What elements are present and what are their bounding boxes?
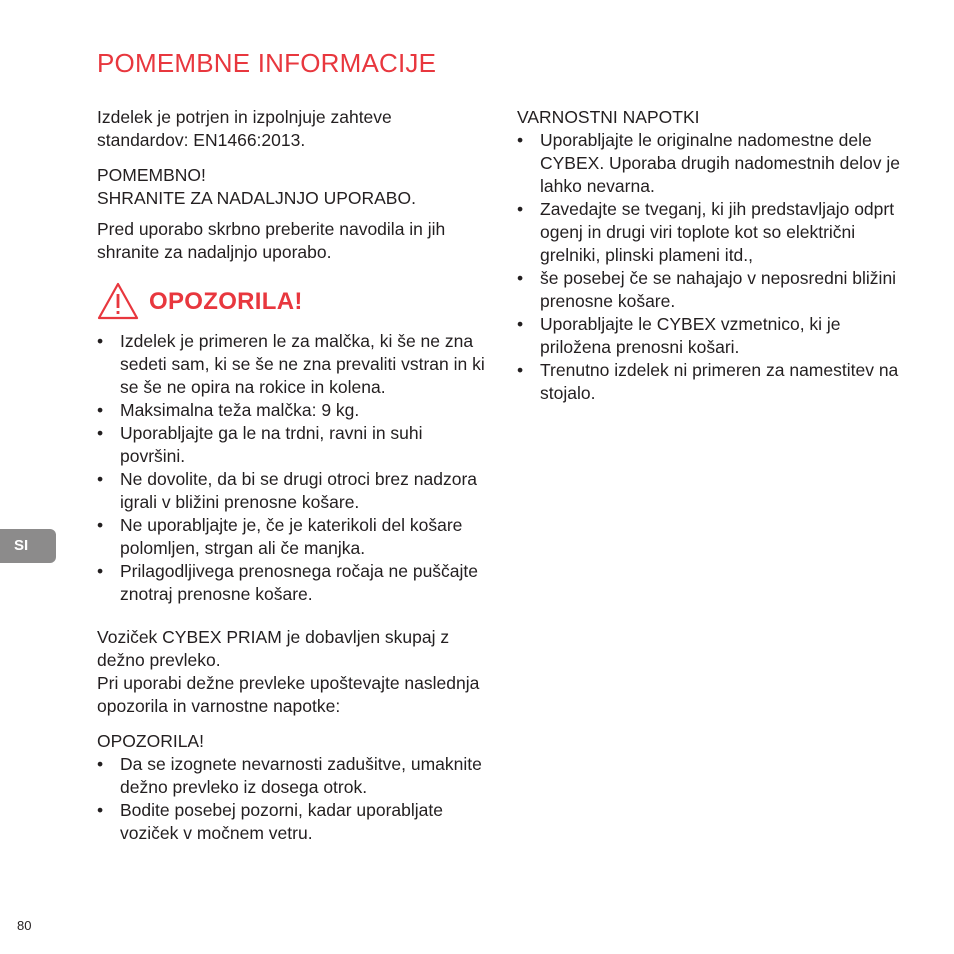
list-item: • še posebej če se nahajajo v neposredni bližini prenosne košare. [517, 267, 902, 313]
keep-for-future-label: SHRANITE ZA NADALJNJO UPORABO. [97, 188, 416, 208]
list-item: • Izdelek je primeren le za malčka, ki še ne zna sedeti sam, ki se še ne zna prevaliti vstran in ki se še ne opira na rokice in kolena. [97, 330, 487, 399]
safety-instructions-label: VARNOSTNI NAPOTKI [517, 107, 700, 127]
list-item: • Prilagodljivega prenosnega ročaja ne puščajte znotraj prenosne košare. [97, 560, 487, 606]
list-item: • Ne uporabljajte je, če je katerikoli del košare polomljen, strgan ali če manjka. [97, 514, 487, 560]
list-item: • Trenutno izdelek ni primeren za namestitev na stojalo. [517, 359, 902, 405]
left-column [97, 106, 487, 857]
rain-warning-list [97, 753, 487, 845]
important-label: POMEMBNO! [97, 165, 206, 185]
rain-cover-paragraph: Voziček CYBEX PRIAM je dobavljen skupaj z dežno prevleko. [97, 627, 450, 670]
list-item: • Uporabljajte ga le na trdni, ravni in suhi površini. [97, 422, 487, 468]
list-item: • Uporabljajte le CYBEX vzmetnico, ki je priložena prenosni košari. [517, 313, 902, 359]
warning-title: OPOZORILA! [149, 287, 303, 315]
right-column [517, 106, 902, 417]
list-item: • Da se izognete nevarnosti zadušitve, umaknite dežno prevleko iz dosega otrok. [97, 753, 487, 799]
list-item: • Ne dovolite, da bi se drugi otroci brez nadzora igrali v bližini prenosne košare. [97, 468, 487, 514]
page-number: 80 [17, 918, 32, 933]
warning-triangle-icon [97, 282, 139, 320]
list-item: • Maksimalna teža malčka: 9 kg. [97, 399, 487, 422]
page-title: POMEMBNE INFORMACIJE [97, 48, 437, 78]
list-item: • Uporabljajte le originalne nadomestne dele CYBEX. Uporaba drugih nadomestnih delov je lahko nevarna. [517, 129, 902, 198]
certification-paragraph: Izdelek je potrjen in izpolnjuje zahteve standardov: EN1466:2013. [97, 107, 392, 150]
list-item: • Bodite posebej pozorni, kadar uporabljate voziček v močnem vetru. [97, 799, 487, 845]
list-item: • Zavedajte se tveganj, ki jih predstavljajo odprt ogenj in drugi viri toplote kot so električni grelniki, plinski plameni itd., [517, 198, 902, 267]
rain-cover-instructions-paragraph: Pri uporabi dežne prevleke upoštevajte naslednja opozorila in varnostne napotke: [97, 673, 480, 716]
warning-heading [97, 282, 487, 320]
warning-list [97, 330, 487, 606]
rain-warning-label: OPOZORILA! [97, 731, 204, 751]
language-tab: SI [0, 529, 56, 563]
read-instructions-paragraph: Pred uporabo skrbno preberite navodila in jih shranite za nadaljnjo uporabo. [97, 219, 446, 262]
safety-list [517, 129, 902, 405]
